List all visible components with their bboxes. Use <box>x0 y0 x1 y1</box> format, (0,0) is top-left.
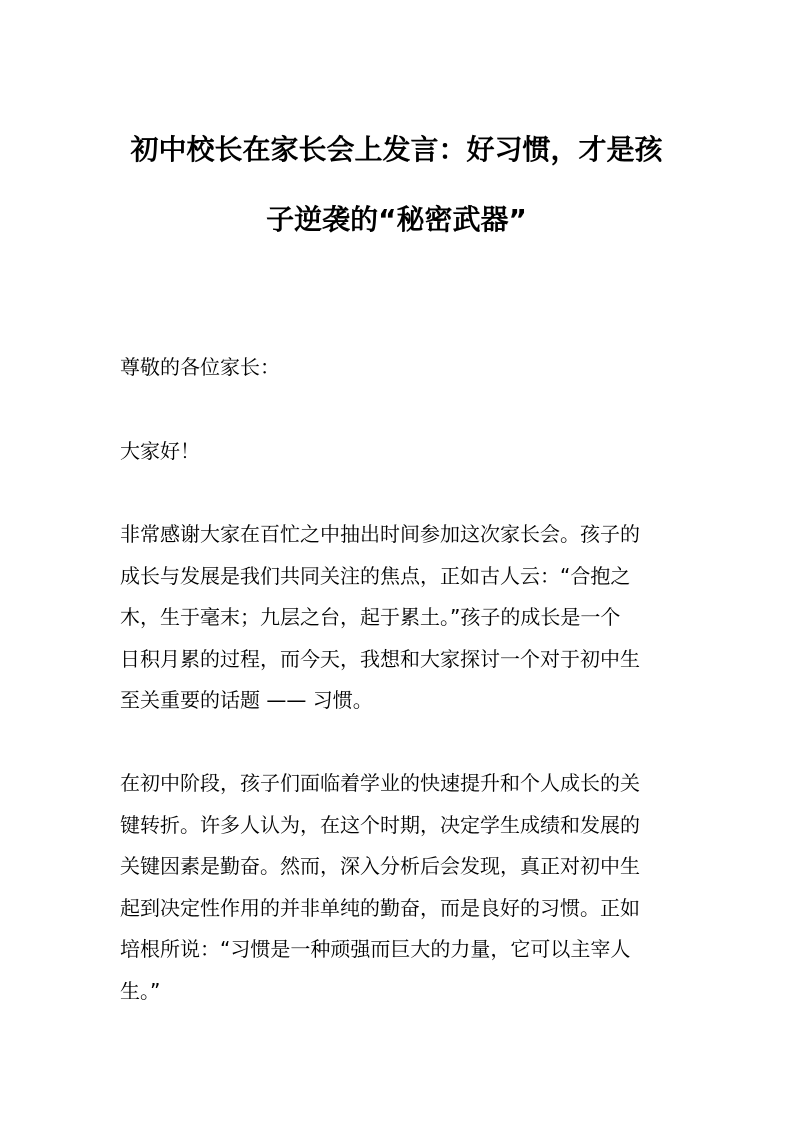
paragraph-1 <box>120 514 680 722</box>
paragraph-line: 日积月累的过程，而今天，我想和大家探讨一个对于初中生 <box>120 646 640 671</box>
paragraph-line: 成长与发展是我们共同关注的焦点，正如古人云：“合抱之 <box>120 563 631 588</box>
title-line-2: 子逆袭的“秘密武器” <box>266 203 527 236</box>
greeting: 大家好！ <box>120 439 200 463</box>
paragraph-line: 在初中阶段，孩子们面临着学业的快速提升和个人成长的关 <box>120 771 640 795</box>
paragraph-line: 培根所说：“习惯是一种顽强而巨大的力量，它可以主宰人 <box>120 937 631 961</box>
paragraph-line: 至关重要的话题 —— 习惯。 <box>120 688 373 712</box>
paragraph-line: 非常感谢大家在百忙之中抽出时间参加这次家长会。孩子的 <box>120 522 640 546</box>
paragraph-line: 键转折。许多人认为，在这个时期，决定学生成绩和发展的 <box>120 812 640 837</box>
title-line-1: 初中校长在家长会上发言：好习惯，才是孩 <box>130 133 663 166</box>
paragraph-line: 生。” <box>120 978 161 1003</box>
paragraph-2 <box>120 763 680 1012</box>
salutation: 尊敬的各位家长： <box>120 355 280 379</box>
paragraph-line: 木，生于毫末；九层之台，起于累土。”孩子的成长是一个 <box>120 605 621 629</box>
paragraph-line: 关键因素是勤奋。然而，深入分析后会发现，真正对初中生 <box>120 854 640 878</box>
paragraph-line: 起到决定性作用的并非单纯的勤奋，而是良好的习惯。正如 <box>120 895 640 920</box>
